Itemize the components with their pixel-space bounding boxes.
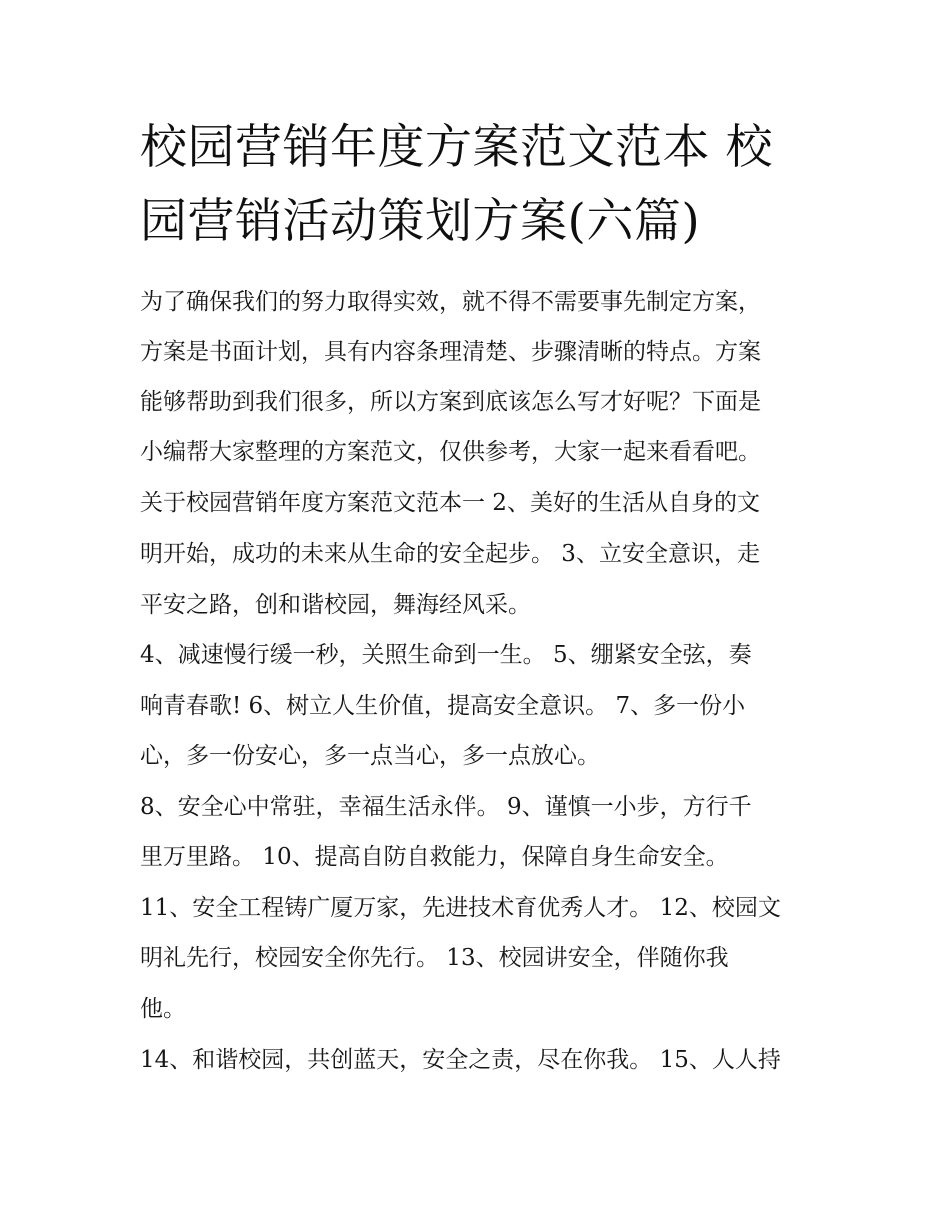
body-line: 平安之路，创和谐校园，舞海经风采。 — [140, 592, 531, 618]
body-line: 小编帮大家整理的方案范文，仅供参考，大家一起来看看吧。 — [140, 439, 761, 465]
body-line: 方案是书面计划，具有内容条理清楚、步骤清晰的特点。方案 — [140, 339, 761, 365]
body-line: 明礼先行，校园安全你先行。 13、校园讲安全，伴随你我 — [140, 945, 729, 971]
body-line: 他。 — [140, 996, 186, 1022]
document-title-line-2: 园营销活动策划方案(六篇) — [140, 194, 701, 249]
body-line: 心，多一份安心，多一点当心，多一点放心。 — [140, 743, 600, 769]
body-line: 里万里路。 10、提高自防自救能力，保障自身生命安全。 — [140, 844, 729, 870]
document-title-line-1: 校园营销年度方案范文范本 校 — [140, 120, 773, 175]
body-line: 8、安全心中常驻，幸福生活永伴。 9、谨慎一小步，方行千 — [140, 794, 752, 820]
body-line: 为了确保我们的努力取得实效，就不得不需要事先制定方案， — [140, 289, 761, 315]
body-line: 11、安全工程铸广厦万家，先进技术育优秀人才。 12、校园文 — [140, 895, 781, 921]
body-line: 能够帮助到我们很多，所以方案到底该怎么写才好呢？下面是 — [140, 389, 761, 415]
body-line: 响青春歌! 6、树立人生价值，提高安全意识。 7、多一份小 — [140, 693, 746, 719]
body-line: 明开始，成功的未来从生命的安全起步。 3、立安全意识，走 — [140, 541, 760, 567]
body-line: 4、减速慢行缓一秒，关照生命到一生。 5、绷紧安全弦，奏 — [140, 642, 752, 668]
body-line: 14、和谐校园，共创蓝天，安全之责，尽在你我。 15、人人持 — [140, 1047, 781, 1073]
body-line: 关于校园营销年度方案范文范本一 2、美好的生活从自身的文 — [140, 490, 760, 516]
